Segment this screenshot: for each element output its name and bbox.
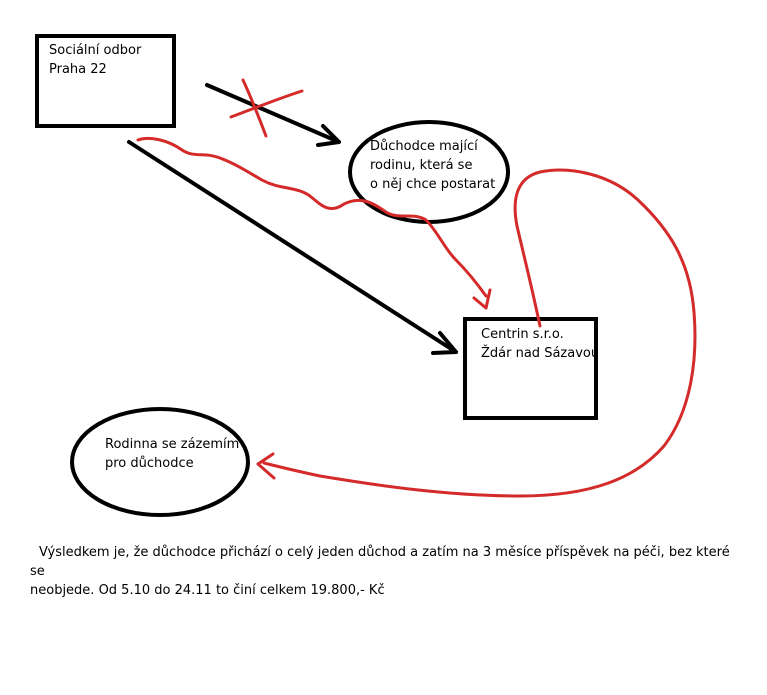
social-office-line-2: Praha 22 (49, 62, 107, 77)
social-office-label (49, 41, 141, 79)
retiree-line-2: rodinu, která se (370, 158, 473, 173)
conclusion-text (30, 543, 730, 600)
retiree-label (370, 137, 495, 194)
conclusion-line-1: Výsledkem je, že důchodce přichází o celý jeden důchod a zatím na 3 měsíce příspěvek na péči, bez které se (30, 545, 730, 579)
centrin-label (481, 325, 599, 363)
social-office-line-1: Sociální odbor (49, 43, 142, 58)
arrow-social-to-retiree (207, 85, 339, 145)
red-arrow-centrin-to-family (258, 170, 695, 496)
retiree-line-1: Důchodce mající (370, 139, 478, 154)
retiree-line-3: o něj chce postarat (370, 177, 496, 192)
family-line-1: Rodinna se zázemím (105, 437, 240, 452)
cross-mark (231, 80, 302, 136)
centrin-line-2: Ždár nad Sázavou (481, 346, 600, 361)
family-line-2: pro důchodce (105, 456, 194, 471)
conclusion-line-2: neobjede. Od 5.10 do 24.11 to činí celkem 19.800,- Kč (30, 583, 385, 598)
family-label (105, 435, 239, 473)
centrin-line-1: Centrin s.r.o. (481, 327, 564, 342)
